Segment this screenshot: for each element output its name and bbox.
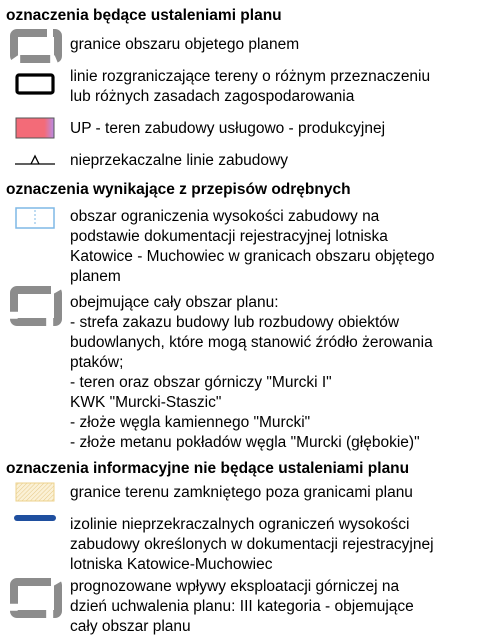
- section-heading-1: oznaczenia będące ustaleniami planu: [6, 7, 282, 24]
- red-gradient-fill-icon: [15, 117, 55, 139]
- black-rectangle-outline-icon: [15, 73, 55, 95]
- legend-item-text: granice obszaru objetego planem: [70, 36, 300, 53]
- legend-item-text: prognozowane wpływy eksploatacji górniczej na dzień uchwalenia planu: III kategoria - objemujące cały obszar planu: [70, 578, 414, 635]
- boundary-gray-dashed-icon: [10, 29, 62, 63]
- legend-item-text: linie rozgraniczające tereny o różnym przeznaczeniu lub różnych zasadach zagospodarowania: [70, 68, 431, 105]
- building-line-marker-icon: [14, 152, 56, 168]
- boundary-gray-dashed-icon: [10, 286, 62, 326]
- legend-item-text: granice terenu zamkniętego poza granicami planu: [70, 484, 413, 501]
- hatched-yellow-rectangle-icon: [15, 482, 55, 502]
- legend-item-text: UP - teren zabudowy usługowo - produkcyjnej: [70, 120, 386, 137]
- blue-thick-line-icon: [13, 511, 57, 525]
- legend-item-text: nieprzekaczalne linie zabudowy: [70, 152, 288, 169]
- legend-item-text: obszar ograniczenia wysokości zabudowy na podstawie dokumentacji rejestracyjnej lotniska Katowice - Muchowiec w granicach obszaru objętego planem: [70, 208, 435, 285]
- boundary-gray-dashed-icon: [10, 578, 62, 618]
- section-heading-3: oznaczenia informacyjne nie będące ustaleniami planu: [6, 460, 410, 477]
- light-blue-rectangle-icon: [15, 207, 55, 229]
- legend-item-text: izolinie nieprzekraczalnych ograniczeń wysokości zabudowy określonych w dokumentacji rejestracyjnej lotniska Katowice-Muchowiec: [70, 516, 434, 573]
- legend-item-text: obejmujące cały obszar planu: - strefa zakazu budowy lub rozbudowy obiektów budowlanych, które mogą stanowić źródło żerowania ptaków; - teren oraz obszar górniczy "Murcki I" KWK "Murcki-Staszic" - złoże węgla kamiennego "Murcki" - złoże metanu pokładów węgla "Murcki (głębokie)": [70, 294, 433, 451]
- section-heading-2: oznaczenia wynikające z przepisów odrębnych: [6, 181, 351, 198]
